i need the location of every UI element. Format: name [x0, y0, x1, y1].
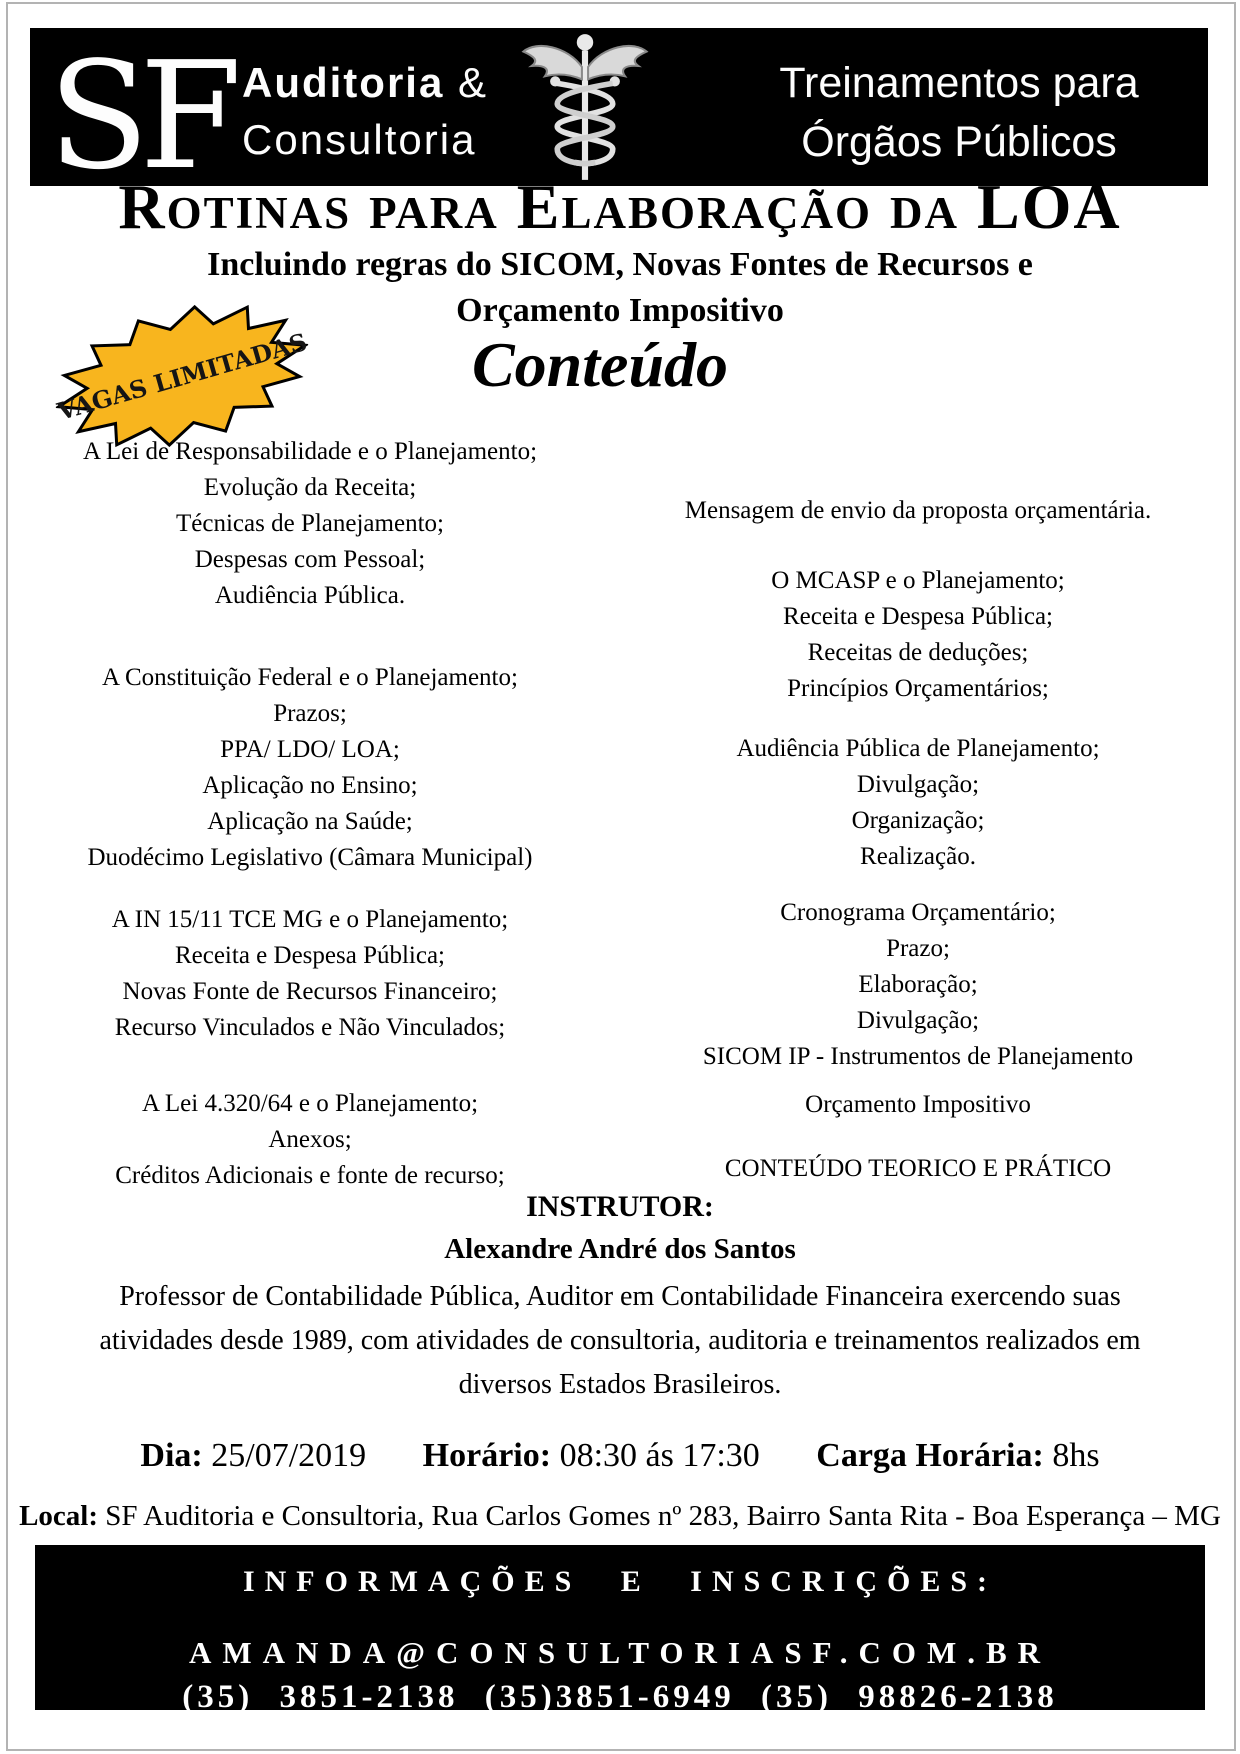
list-item: Prazos;	[273, 700, 347, 727]
content-group	[638, 493, 1198, 529]
list-item: A Constituição Federal e o Planejamento;	[102, 664, 518, 691]
list-item: A Lei 4.320/64 e o Planejamento;	[141, 1090, 479, 1117]
list-item: Professor de Contabilidade Pública, Auditor em Contabilidade Financeira exercendo suas	[119, 1281, 1121, 1312]
list-item: diversos Estados Brasileiros.	[458, 1369, 782, 1400]
time-label: Horário:	[422, 1437, 552, 1474]
list-item: Duodécimo Legislativo (Câmara Municipal)	[87, 844, 533, 871]
content-group	[638, 1087, 1198, 1123]
list-item: Prazo;	[886, 935, 950, 962]
list-item: Recurso Vinculados e Não Vinculados;	[114, 1014, 506, 1041]
list-item: Despesas com Pessoal;	[194, 546, 426, 573]
list-item: Técnicas de Planejamento;	[176, 510, 444, 537]
location-value: SF Auditoria e Consultoria, Rua Carlos Gomes nº 283, Bairro Santa Rita - Boa Esperança – MG	[105, 1500, 1221, 1532]
list-item: Aplicação na Saúde;	[207, 808, 413, 835]
hours-value: 8hs	[1052, 1437, 1100, 1474]
list-item: Divulgação;	[856, 1007, 980, 1034]
content-heading: Conteúdo	[471, 329, 729, 400]
list-item: A Lei de Responsabilidade e o Planejamento;	[82, 438, 538, 465]
session-hours	[816, 1437, 1099, 1474]
content-column-right	[638, 493, 1198, 1187]
company-name-line2: Consultoria	[242, 116, 477, 163]
time-value: 08:30 ás 17:30	[559, 1437, 760, 1474]
tagline-line1: Treinamentos para	[779, 59, 1139, 107]
header-bar	[30, 28, 1208, 202]
location-info	[0, 1500, 1240, 1533]
list-item: atividades desde 1989, com atividades de consultoria, auditoria e treinamentos realizados em	[99, 1325, 1141, 1356]
content-group	[30, 660, 590, 876]
badge-label: VAGAS LIMITADAS	[53, 326, 310, 426]
instructor-bio	[0, 1275, 1240, 1407]
company-name-bold: Auditoria	[242, 59, 445, 106]
list-item: Realização.	[860, 843, 976, 870]
list-item: Audiência Pública de Planejamento;	[736, 735, 1100, 762]
footer-bar	[35, 1545, 1205, 1715]
subtitle-line1: Incluindo regras do SICOM, Novas Fontes de Recursos e	[207, 246, 1033, 283]
content-group	[638, 895, 1198, 1075]
location-label: Local:	[19, 1500, 98, 1532]
list-item: Créditos Adicionais e fonte de recurso;	[115, 1162, 505, 1189]
sf-logo: SF	[48, 30, 233, 202]
session-info	[0, 1437, 1240, 1475]
day-value: 25/07/2019	[211, 1437, 367, 1474]
list-item: CONTEÚDO TEORICO E PRÁTICO	[724, 1155, 1112, 1182]
list-item: SICOM IP - Instrumentos de Planejamento	[702, 1043, 1134, 1070]
subtitle-line2: Orçamento Impositivo	[456, 292, 784, 329]
company-name	[242, 54, 488, 168]
list-item: Organização;	[851, 807, 985, 834]
list-item: PPA/ LDO/ LOA;	[220, 736, 400, 763]
tagline-line2: Órgãos Públicos	[801, 118, 1117, 166]
list-item: Evolução da Receita;	[203, 474, 417, 501]
list-item: Divulgação;	[856, 771, 980, 798]
page-title: Rotinas para Elaboração da LOA	[118, 171, 1122, 242]
content-group	[638, 1151, 1198, 1187]
list-item: Cronograma Orçamentário;	[780, 899, 1056, 926]
ampersand: &	[444, 59, 489, 106]
list-item: Novas Fonte de Recursos Financeiro;	[122, 978, 498, 1005]
content-group	[638, 731, 1198, 875]
session-time	[423, 1437, 760, 1474]
list-item: Orçamento Impositivo	[805, 1091, 1031, 1118]
session-day	[140, 1437, 366, 1474]
list-item: Receita e Despesa Pública;	[782, 603, 1054, 630]
footer-heading: INFORMAÇÕES E INSCRIÇÕES:	[242, 1565, 998, 1598]
list-item: Receitas de deduções;	[807, 639, 1029, 666]
instructor-label: INSTRUTOR:	[526, 1190, 714, 1223]
content-group	[638, 563, 1198, 707]
caduceus-icon	[518, 30, 652, 184]
list-item: A IN 15/11 TCE MG e o Planejamento;	[111, 906, 509, 933]
list-item: Audiência Pública.	[214, 582, 406, 609]
content-group	[30, 1086, 590, 1194]
list-item: Receita e Despesa Pública;	[174, 942, 446, 969]
list-item: O MCASP e o Planejamento;	[771, 567, 1065, 594]
tagline	[718, 54, 1200, 172]
list-item: Anexos;	[268, 1126, 352, 1153]
content-group	[30, 434, 590, 614]
hours-label: Carga Horária:	[816, 1437, 1044, 1474]
instructor-name: Alexandre André dos Santos	[444, 1233, 796, 1265]
footer-email: AMANDA@CONSULTORIASF.COM.BR	[188, 1635, 1052, 1670]
content-column-left	[30, 434, 590, 1194]
footer-phones: (35) 3851-2138 (35)3851-6949 (35) 98826-2138	[182, 1679, 1058, 1715]
list-item: Aplicação no Ensino;	[202, 772, 418, 799]
day-label: Dia:	[140, 1437, 203, 1474]
list-item: Princípios Orçamentários;	[787, 675, 1049, 702]
list-item: Mensagem de envio da proposta orçamentária.	[684, 497, 1152, 524]
content-group	[30, 902, 590, 1046]
list-item: Elaboração;	[858, 971, 978, 998]
